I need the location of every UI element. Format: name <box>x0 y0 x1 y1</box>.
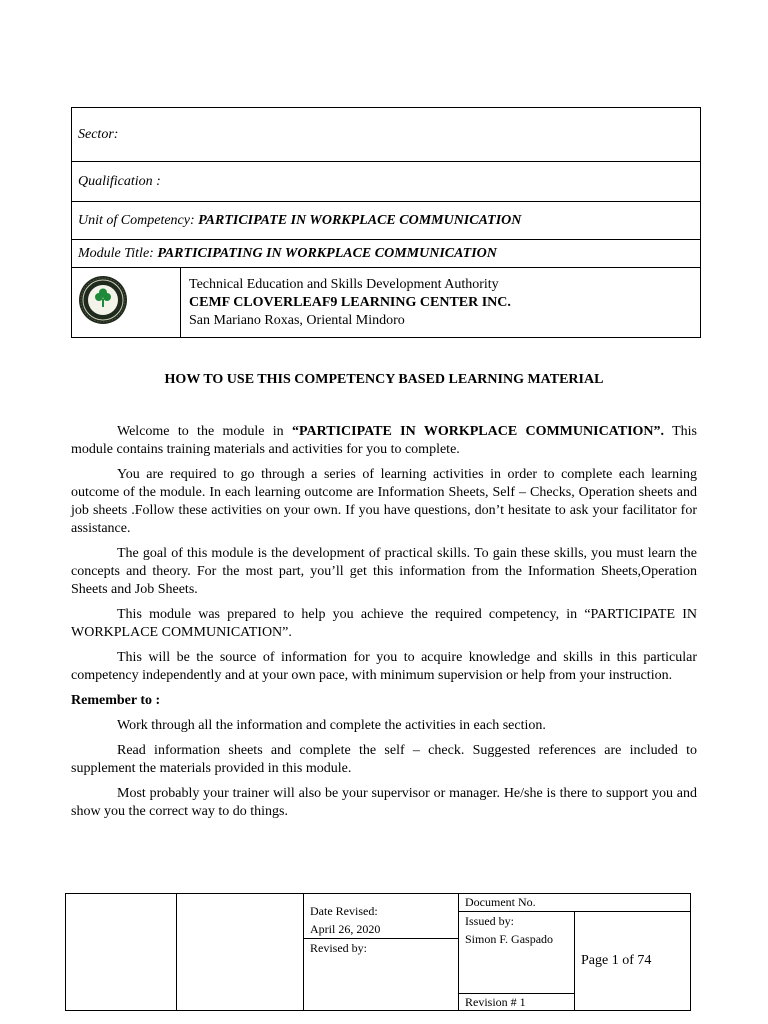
logo-cell <box>72 268 181 338</box>
source-paragraph: This will be the source of information for you to acquire knowledge and skills in this particular competency independently and at your own pace, with minimum supervision or help from your instruction. <box>71 650 697 683</box>
module-name-bold: “PARTICIPATE IN WORKPLACE COMMUNICATION”. <box>292 424 665 439</box>
unit-cell <box>72 202 701 240</box>
revision-label: Revision # 1 <box>465 995 526 1009</box>
qualification-cell <box>72 162 701 202</box>
footer-table <box>65 893 691 1011</box>
page-number: Page 1 of 74 <box>581 953 652 968</box>
remember-heading <box>71 692 697 710</box>
issued-by-label: Issued by: <box>465 914 514 928</box>
module-cell <box>72 240 701 268</box>
activities-paragraph: You are required to go through a series of learning activities in order to complete each learning outcome of the module. In each learning outcome are Information Sheets, Self – Checks, Operation sheets and job sheets .Follow these activities on your own. If you have questions, don’t hesitate to ask your facilitator for assistance. <box>71 467 697 536</box>
goal-paragraph: The goal of this module is the development of practical skills. To gain these skills, you must learn the concepts and theory. For the most part, you’ll get this information from the Information Sheets,Operation Sheets and Job Sheets. <box>71 546 697 597</box>
sector-cell <box>72 108 701 162</box>
module-body <box>71 423 697 828</box>
welcome-text: Welcome to the module in <box>117 424 293 439</box>
org-name: CEMF CLOVERLEAF9 LEARNING CENTER INC. <box>189 294 511 310</box>
remember-label: Remember to : <box>71 693 161 708</box>
page-number-cell <box>575 912 691 1011</box>
page-title: HOW TO USE THIS COMPETENCY BASED LEARNING MATERIAL <box>164 372 604 387</box>
read-sheets-paragraph: Read information sheets and complete the self – check. Suggested references are included to supplement the materials provided in this module. <box>71 743 697 776</box>
revised-by-cell <box>304 939 459 1011</box>
trainer-paragraph: Most probably your trainer will also be your supervisor or manager. He/she is there to support you and show you the correct way to do things. <box>71 786 697 819</box>
issued-by-cell <box>459 912 575 994</box>
sector-label: Sector: <box>78 126 119 142</box>
unit-value: PARTICIPATE IN WORKPLACE COMMUNICATION <box>198 212 522 228</box>
document-no-cell <box>459 894 691 912</box>
org-authority: Technical Education and Skills Development Authority <box>189 276 499 292</box>
org-address: San Mariano Roxas, Oriental Mindoro <box>189 312 405 328</box>
revised-by-label: Revised by: <box>310 941 367 955</box>
revision-cell <box>459 994 575 1011</box>
header-table <box>71 107 701 338</box>
module-value: PARTICIPATING IN WORKPLACE COMMUNICATION <box>157 245 497 261</box>
organization-cell <box>181 268 701 338</box>
date-revised-cell <box>304 894 459 939</box>
purpose-paragraph: This module was prepared to help you achieve the required competency, in “PARTICIPATE IN WORKPLACE COMMUNICATION”. <box>71 607 697 640</box>
unit-label: Unit of Competency: <box>78 212 199 228</box>
issued-by-value: Simon F. Gaspado <box>465 932 554 946</box>
footer-blank-cell-2 <box>177 894 304 1011</box>
qualification-label: Qualification : <box>78 173 161 189</box>
clover-seal-icon <box>78 275 128 330</box>
date-revised-label: Date Revised: <box>310 904 378 918</box>
document-no-label: Document No. <box>465 895 536 909</box>
module-label: Module Title: <box>78 245 158 261</box>
work-through-paragraph: Work through all the information and complete the activities in each section. <box>117 718 546 733</box>
welcome-text-end: This module contains training materials and activities for you to complete. <box>71 424 698 457</box>
date-revised-value: April 26, 2020 <box>310 922 381 936</box>
welcome-paragraph <box>71 423 697 459</box>
footer-blank-cell-1 <box>66 894 177 1011</box>
